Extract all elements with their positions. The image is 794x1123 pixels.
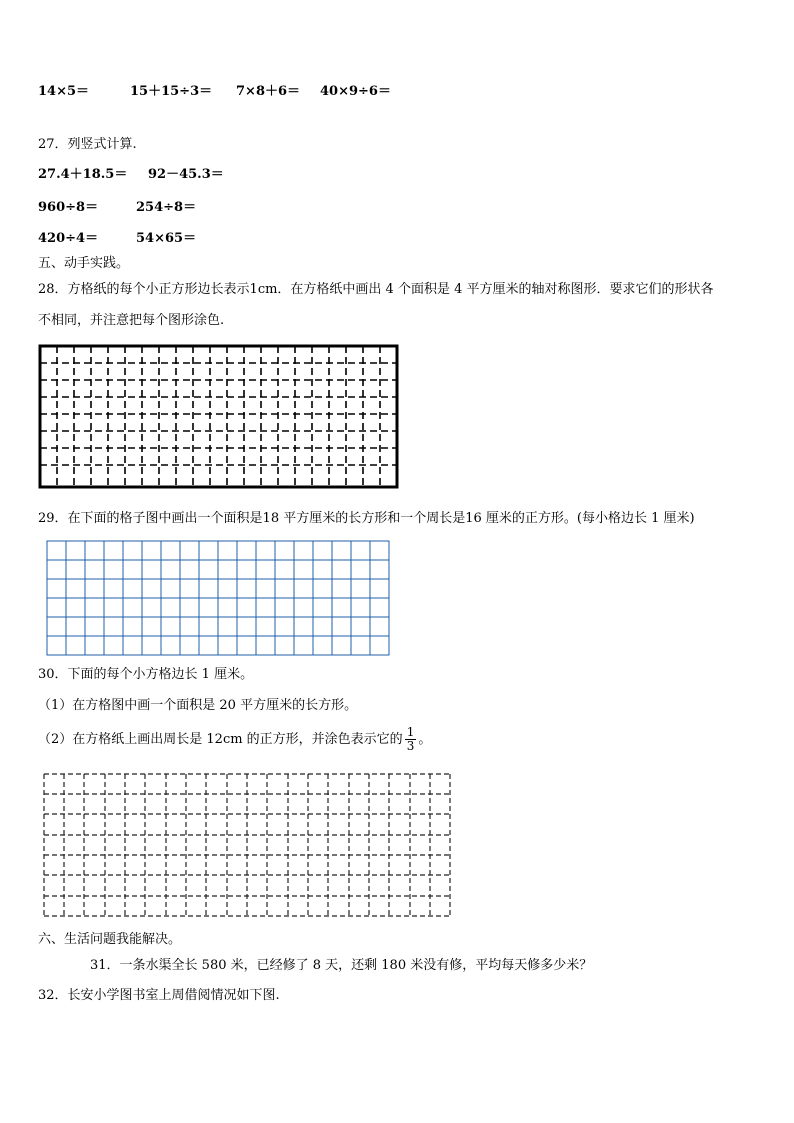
calc-item: 14×5＝ — [38, 84, 90, 99]
calc-item: 54×65＝ — [136, 231, 197, 246]
question-31: 31．一条水渠全长 580 米，已经修了 8 天，还剩 180 米没有修，平均每天修多少米？ — [90, 958, 593, 973]
calc-item: 254÷8＝ — [136, 200, 197, 215]
grid-q28 — [38, 344, 400, 490]
question-28-line-1: 28．方格纸的每个小正方形边长表示1cm．在方格纸中画出 4 个面积是 4 平方厘米的轴对称图形．要求它们的形状各 — [38, 282, 714, 297]
calc-item: 15＋15÷3＝ — [130, 84, 213, 99]
question-29: 29．在下面的格子图中画出一个面积是18 平方厘米的长方形和一个周长是16 厘米的正方形。(每小格边长 1 厘米) — [38, 511, 695, 526]
question-30-title: 30．下面的每个小方格边长 1 厘米。 — [38, 667, 254, 682]
calc-item: 7×8＋6＝ — [236, 84, 301, 99]
grid-q29 — [46, 540, 391, 660]
section-6-heading: 六、生活问题我能解决。 — [38, 932, 182, 947]
section-5-heading: 五、动手实践。 — [38, 256, 130, 271]
question-30-part-2 — [38, 725, 431, 755]
question-30-part-1: （1）在方格图中画一个面积是 20 平方厘米的长方形。 — [38, 698, 358, 713]
question-27-title: 27．列竖式计算. — [38, 137, 137, 152]
fraction-one-third — [405, 726, 417, 753]
question-32: 32．长安小学图书室上周借阅情况如下图. — [38, 988, 280, 1003]
part-2-text: （2）在方格纸上画出周长是 12cm 的正方形，并涂色表示它的 — [38, 732, 403, 747]
calc-item: 40×9÷6＝ — [320, 84, 391, 99]
fraction-denominator: 3 — [406, 739, 415, 753]
fraction-numerator: 1 — [406, 725, 415, 739]
grid-q30 — [38, 770, 454, 920]
question-28-line-2: 不相同，并注意把每个图形涂色. — [38, 313, 225, 328]
calc-item: 420÷4＝ — [38, 231, 99, 246]
calc-item: 27.4＋18.5＝ — [38, 167, 128, 182]
calc-item: 92－45.3＝ — [148, 167, 224, 182]
part-2-suffix: 。 — [418, 732, 432, 747]
calc-item: 960÷8＝ — [38, 200, 99, 215]
